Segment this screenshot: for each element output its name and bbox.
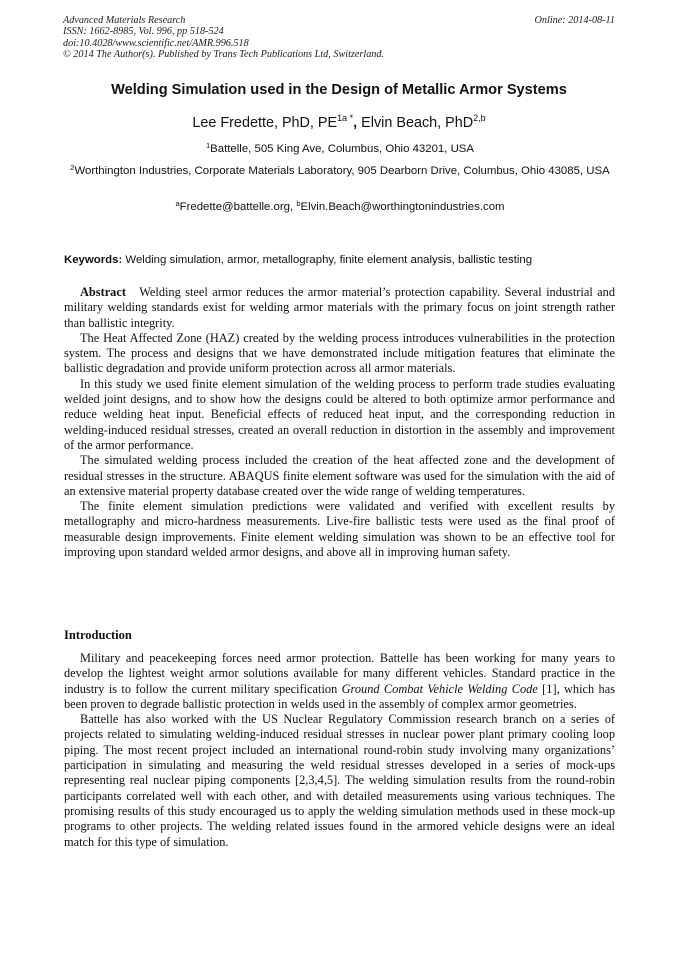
affiliation-1-text: Battelle, 505 King Ave, Columbus, Ohio 43201, USA (210, 143, 474, 155)
keywords-text: Welding simulation, armor, metallography, finite element analysis, ballistic testing (125, 254, 533, 266)
journal-header (63, 15, 615, 61)
affiliation-2 (64, 160, 616, 179)
journal-copyright: © 2014 The Author(s). Published by Trans Tech Publications Ltd, Switzerland. (63, 49, 385, 61)
introduction-heading: Introduction (64, 628, 132, 642)
author-2: Elvin Beach, PhD (361, 115, 474, 131)
journal-name: Advanced Materials Research (63, 15, 186, 26)
email-a-sup: a (175, 199, 180, 208)
abstract-section (64, 285, 615, 560)
author-line (0, 113, 678, 131)
keywords (64, 254, 616, 266)
affiliation-2-text: Worthington Industries, Corporate Materials Laboratory, 905 Dearborn Drive, Columbus, Ohio 43085, USA (74, 165, 610, 177)
journal-doi: doi:10.4028/www.scientific.net/AMR.996.518 (63, 37, 249, 49)
affiliation-1-sup: 1 (205, 141, 211, 150)
journal-issn: ISSN: 1662-8985, Vol. 996, pp 518-524 (63, 26, 224, 38)
introduction-section (64, 651, 615, 850)
abstract-paragraph-2: The Heat Affected Zone (HAZ) created by the welding process introduces vulnerabilities in the protection system. The process and designs that we have demonstrated include mitigation features that eliminate the ballistic degradation and provide uniform protection across all armor materials. (64, 330, 615, 376)
abstract-paragraph-4: The simulated welding process included the creation of the heat affected zone and the development of residual stresses in the structure. ABAQUS finite element software was used for the simulation with the aid of an extensive material property database created over the wide range of welding temperatures. (64, 453, 615, 498)
keywords-label: Keywords: (64, 254, 123, 266)
email-a[interactable]: Fredette@battelle.org, (179, 201, 294, 213)
introduction-paragraph-2: Battelle has also worked with the US Nuclear Regulatory Commission research branch on a series of projects related to simulating welding-induced residual stresses in nuclear power plant primary cooling loop piping. The most recent project included an international round-robin study involving many organizations’ participation in simulating and measuring the weld residual stresses developed in a series of mock-ups representing real nuclear piping components [2,3,4,5]. The welding simulation results from the round-robin participants correlated well with each other, and with detailed measurements using various techniques. The promising results of this study encouraged us to apply the welding simulation methods used in these mock-up programs to other projects. The welding related issues found in the armored vehicle designs were an ideal match for this type of simulation. (64, 712, 615, 849)
intro-p1-b: [1], which has been proven to degrade ballistic protection in welds used in the assembly of complex armor geometries. (64, 681, 616, 711)
online-date: Online: 2014-08-11 (534, 15, 615, 26)
abstract-paragraph-3: In this study we used finite element simulation of the welding process to perform trade studies evaluating welded joint designs, and to show how the designs could be altered to both optimize armor performance and reduce welding heat input. Beneficial effects of reduced heat input, and the corresponding reduction in welding-induced residual stresses, created an overall reduction in distortion in the assembly and improvement of the armor performance. (64, 376, 615, 452)
abstract-paragraph-1 (64, 285, 615, 331)
abstract-label: Abstract (80, 285, 126, 299)
abstract-paragraph-5: The finite element simulation predictions were validated and verified with excellent results by metallography and micro-hardness measurements. Live-fire ballistic tests were used as the final proof of measurable design improvements. Finite element welding simulation was shown to be an effective tool for improving upon standard welded armor designs, and above all in improving human safety. (64, 499, 615, 560)
intro-p1-a: Military and peacekeeping forces need armor protection. Battelle has been working for many years to develop the lightest weight armor solutions available for many different vehicles. Standard practice in the industry is to follow the current military specification (64, 651, 615, 696)
author-separator: , (353, 115, 358, 131)
affiliation-1 (64, 138, 616, 157)
paper-title: Welding Simulation used in the Design of Metallic Armor Systems (111, 82, 567, 98)
author-1-sup: 1a * (337, 113, 354, 123)
introduction-paragraph-1 (64, 651, 615, 712)
abstract-text-1: Welding steel armor reduces the armor material’s protection capability. Several industrial and military welding standards exist for welding armor materials with the primary focus on joint strength rather than ballistic integrity. (64, 285, 615, 330)
intro-p1-italic: Ground Combat Vehicle Welding Code (341, 681, 538, 696)
email-line (64, 196, 616, 215)
author-1: Lee Fredette, PhD, PE (192, 115, 338, 131)
email-b[interactable]: Elvin.Beach@worthingtonindustries.com (300, 201, 505, 213)
email-b-sup: b (296, 199, 301, 208)
affiliation-2-sup: 2 (70, 163, 75, 172)
author-2-sup: 2,b (473, 113, 486, 123)
